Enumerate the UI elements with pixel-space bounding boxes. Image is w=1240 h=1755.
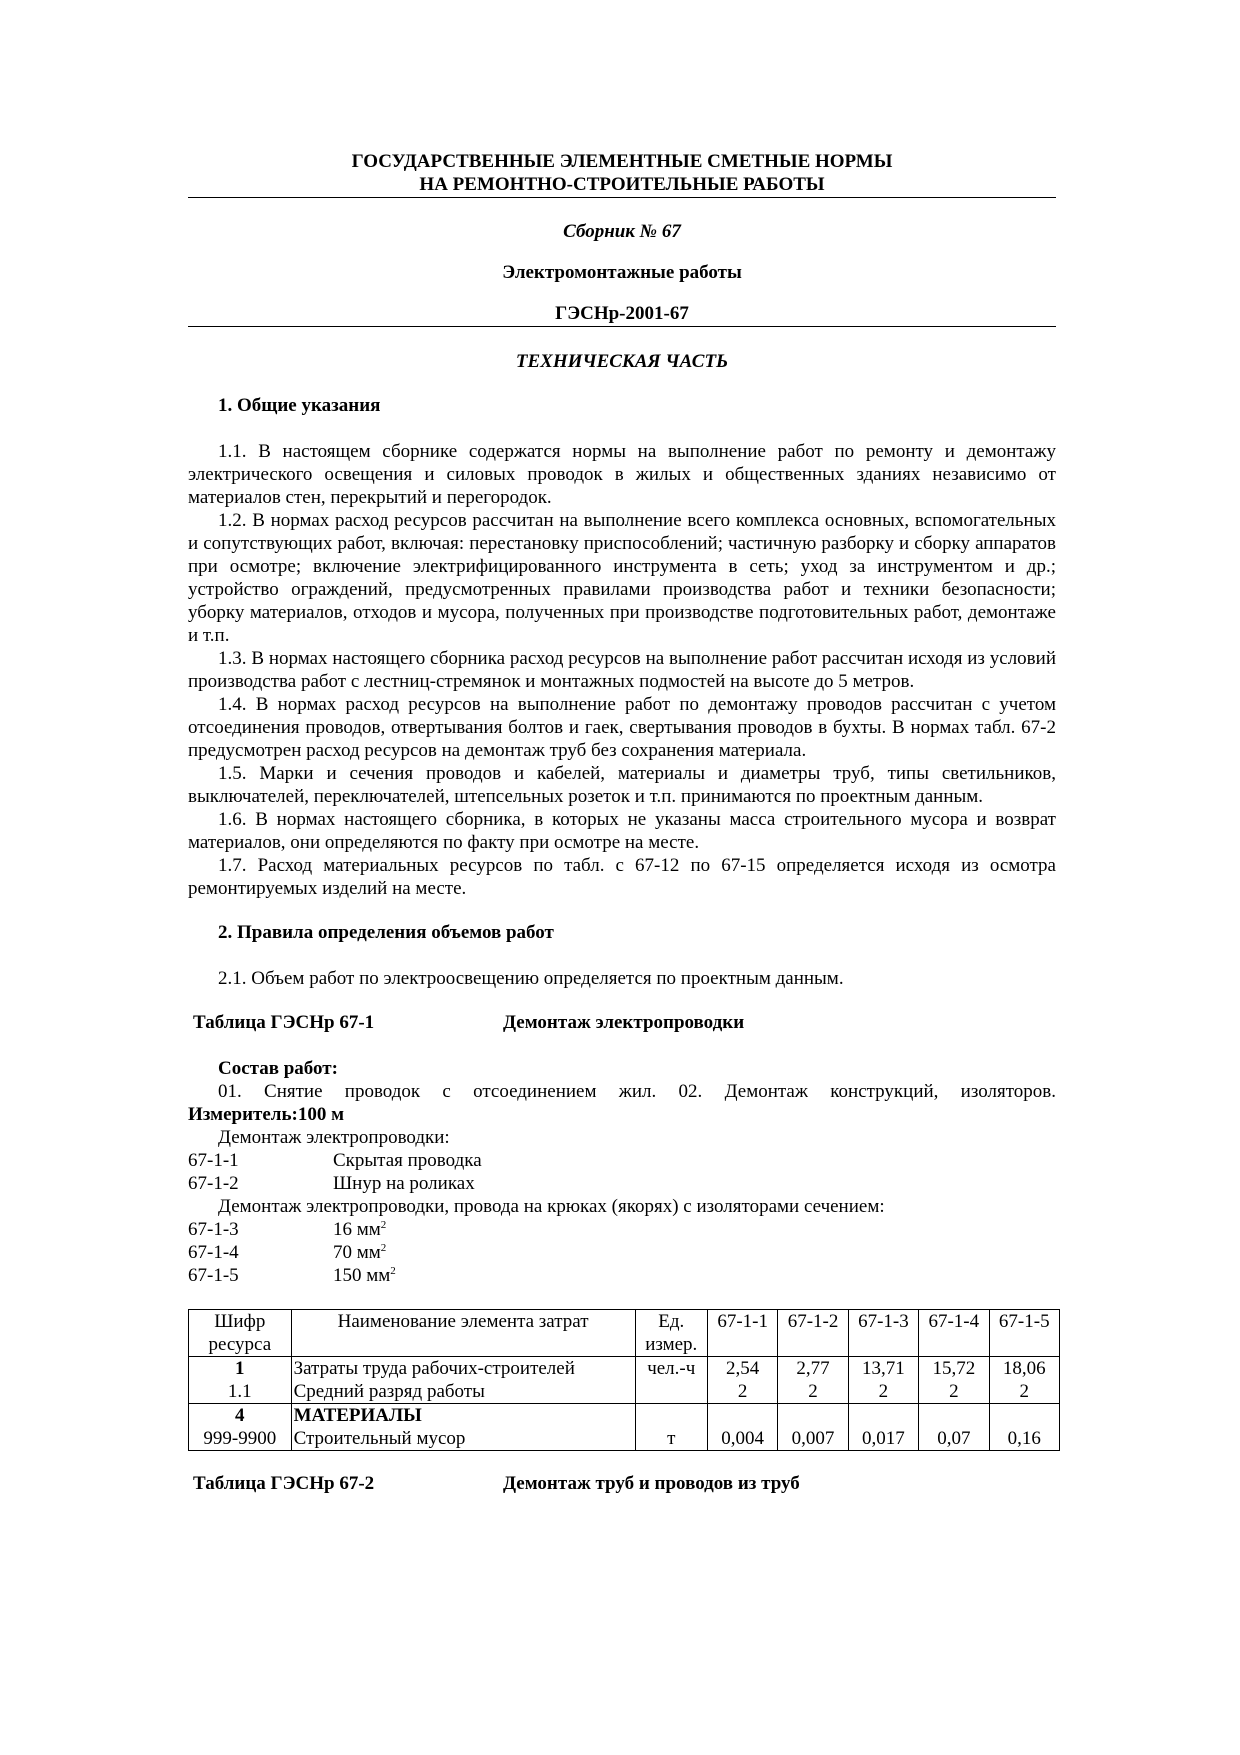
collection-number: Сборник № 67 [563,221,681,242]
document-page [188,150,1056,1495]
document-header [188,150,1056,196]
code-rule [188,326,1056,327]
debris-value: 0,017 [848,1404,918,1451]
labor-value: 2,77 [796,1358,830,1379]
debris-value: 0,007 [778,1404,848,1451]
unit-debris-cell [635,1404,707,1451]
value-cell [919,1357,989,1404]
code-materials: 4 [235,1405,245,1426]
norm-name: Скрытая проводка [333,1150,482,1171]
header-norm-4: 67-1-4 [919,1310,989,1357]
norm-item [188,1172,1056,1195]
norm-code: 67-1-3 [188,1219,239,1240]
norm-item [188,1149,1056,1172]
labor-value: 2,54 [726,1358,760,1379]
header-unit: Ед. измер. [635,1310,707,1357]
table-row [189,1404,1060,1451]
section-2-title: 2. Правила определения объемов работ [218,922,554,943]
header-norm-3: 67-1-3 [848,1310,918,1357]
header-line-1: ГОСУДАРСТВЕННЫЕ ЭЛЕМЕНТНЫЕ СМЕТНЫЕ НОРМЫ [351,151,893,172]
norm-name-superscript: 2 [380,1219,387,1231]
section-1-body [188,440,1056,900]
paragraph-1-3: 1.3. В нормах настоящего сборника расход ресурсов на выполнение работ рассчитан исходя из условий производства работ с лестниц-стремянок и монтажных подмостей на высоте до 5 метров. [188,648,1056,692]
header-norm-2: 67-1-2 [778,1310,848,1357]
header-norm-1: 67-1-1 [707,1310,777,1357]
header-rule [188,197,1056,198]
table-2-title: Демонтаж труб и проводов из труб [503,1473,800,1494]
norm-item [188,1264,1056,1287]
paragraph-1-7: 1.7. Расход материальных ресурсов по табл. с 67-12 по 67-15 определяется исходя из осмотра ремонтируемых изделий на месте. [188,855,1056,899]
header-line-2: НА РЕМОНТНО-СТРОИТЕЛЬНЫЕ РАБОТЫ [419,174,825,195]
norm-name: 16 мм [333,1219,381,1240]
table-1-caption [188,1011,1056,1034]
code-debris: 999-9900 [203,1428,277,1449]
name-debris: Строительный мусор [293,1428,466,1449]
table-1-title: Демонтаж электропроводки [503,1012,745,1033]
paragraph-1-6: 1.6. В нормах настоящего сборника, в которых не указаны масса строительного мусора и возврат материалов, они определяются по факту при осмотре на месте. [188,809,1056,853]
header-name: Наименование элемента затрат [291,1310,635,1357]
norm-name: Шнур на роликах [333,1173,475,1194]
name-labor: Затраты труда рабочих-строителей [293,1358,575,1379]
paragraph-1-4: 1.4. В нормах расход ресурсов на выполнение работ по демонтажу проводов рассчитан с учетом отсоединения проводов, отвертывания болтов и гаек, свертывания проводов в бухты. В нормах табл. 67-2 предусмотрен расход ресурсов на демонтаж труб без сохранения материала. [188,694,1056,761]
table-1-number: Таблица ГЭСНр 67-1 [193,1012,375,1033]
name-materials: МАТЕРИАЛЫ [293,1405,422,1426]
header-norm-5: 67-1-5 [989,1310,1059,1357]
name-materials-cell [291,1404,635,1451]
paragraph-1-5: 1.5. Марки и сечения проводов и кабелей, материалы и диаметры труб, типы светильников, выключателей, переключателей, штепсельных розеток и т.п. принимаются по проектным данным. [188,763,1056,807]
grade-value: 2 [1019,1381,1029,1402]
norm-code: 67-1-4 [188,1242,239,1263]
labor-value: 15,72 [932,1358,976,1379]
debris-value: 0,07 [919,1404,989,1451]
section-1-title: 1. Общие указания [218,395,381,416]
value-cell [848,1357,918,1404]
table-2-caption [188,1472,1056,1495]
table-row [189,1357,1060,1404]
unit-labor-cell [635,1357,707,1404]
norm-name-superscript: 2 [380,1242,387,1254]
header-code: Шифр ресурса [189,1310,292,1357]
table-2-number: Таблица ГЭСНр 67-2 [193,1473,375,1494]
composition-label: Состав работ: [218,1058,338,1079]
norm-name: 150 мм [333,1265,391,1286]
norm-code: 67-1-2 [188,1173,239,1194]
code-labor: 1 [235,1358,245,1379]
paragraph-1-1: 1.1. В настоящем сборнике содержатся нормы на выполнение работ по ремонту и демонтажу электрического освещения и силовых проводок в жилых и общественных зданиях независимо от материалов стен, перекрытий и перегородок. [188,441,1056,508]
debris-value: 0,16 [989,1404,1059,1451]
norm-name: 70 мм [333,1242,381,1263]
grade-value: 2 [808,1381,818,1402]
collection-code: ГЭСНр-2001-67 [555,303,689,324]
norm-name-wrap [333,1241,386,1264]
group-2-heading: Демонтаж электропроводки, провода на крюках (якорях) с изоляторами сечением: [218,1196,885,1217]
row-labor-cell [189,1357,292,1404]
norm-name-superscript: 2 [390,1265,396,1277]
paragraph-1-2: 1.2. В нормах расход ресурсов рассчитан на выполнение всего комплекса основных, вспомогательных и сопутствующих работ, включая: перестановку приспособлений; частичную разборку и сборку аппаратов при осмотре; включение электрифицированного инструмента в сеть; уход за инструментом и др.; устройство ограждений, предусмотренных правилами производства работ и техники безопасности; уборку материалов, отходов и мусора, полученных при производстве подготовительных работ, демонтаже и т.п. [188,510,1056,646]
norm-name-wrap [333,1218,386,1241]
name-labor-cell [291,1357,635,1404]
norm-item [188,1241,1056,1264]
code-grade: 1.1 [227,1381,252,1402]
norm-code: 67-1-5 [188,1265,239,1286]
table-header-row [189,1310,1060,1357]
group-1-heading: Демонтаж электропроводки: [218,1127,450,1148]
unit-labor: чел.-ч [647,1358,696,1379]
grade-value: 2 [737,1381,748,1402]
labor-value: 18,06 [1002,1358,1046,1379]
composition-text: 01. Снятие проводок с отсоединением жил. 02. Демонтаж конструкций, изоляторов. [218,1081,1056,1102]
resources-table [188,1309,1060,1451]
unit-debris: т [667,1428,676,1449]
name-grade: Средний разряд работы [293,1381,485,1402]
meter-label: Измеритель:100 м [188,1104,345,1125]
value-cell [989,1357,1059,1404]
grade-value: 2 [949,1381,959,1402]
paragraph-2-1: 2.1. Объем работ по электроосвещению определяется по проектным данным. [218,968,844,989]
debris-value: 0,004 [707,1404,777,1451]
norm-item [188,1218,1056,1241]
value-cell [707,1357,777,1404]
grade-value: 2 [878,1381,889,1402]
technical-part-heading: ТЕХНИЧЕСКАЯ ЧАСТЬ [515,351,729,372]
labor-value: 13,71 [862,1358,905,1379]
value-cell [778,1357,848,1404]
row-materials-cell [189,1404,292,1451]
norm-name-wrap [333,1264,396,1287]
collection-subject: Электромонтажные работы [502,262,742,283]
norm-code: 67-1-1 [188,1150,239,1171]
